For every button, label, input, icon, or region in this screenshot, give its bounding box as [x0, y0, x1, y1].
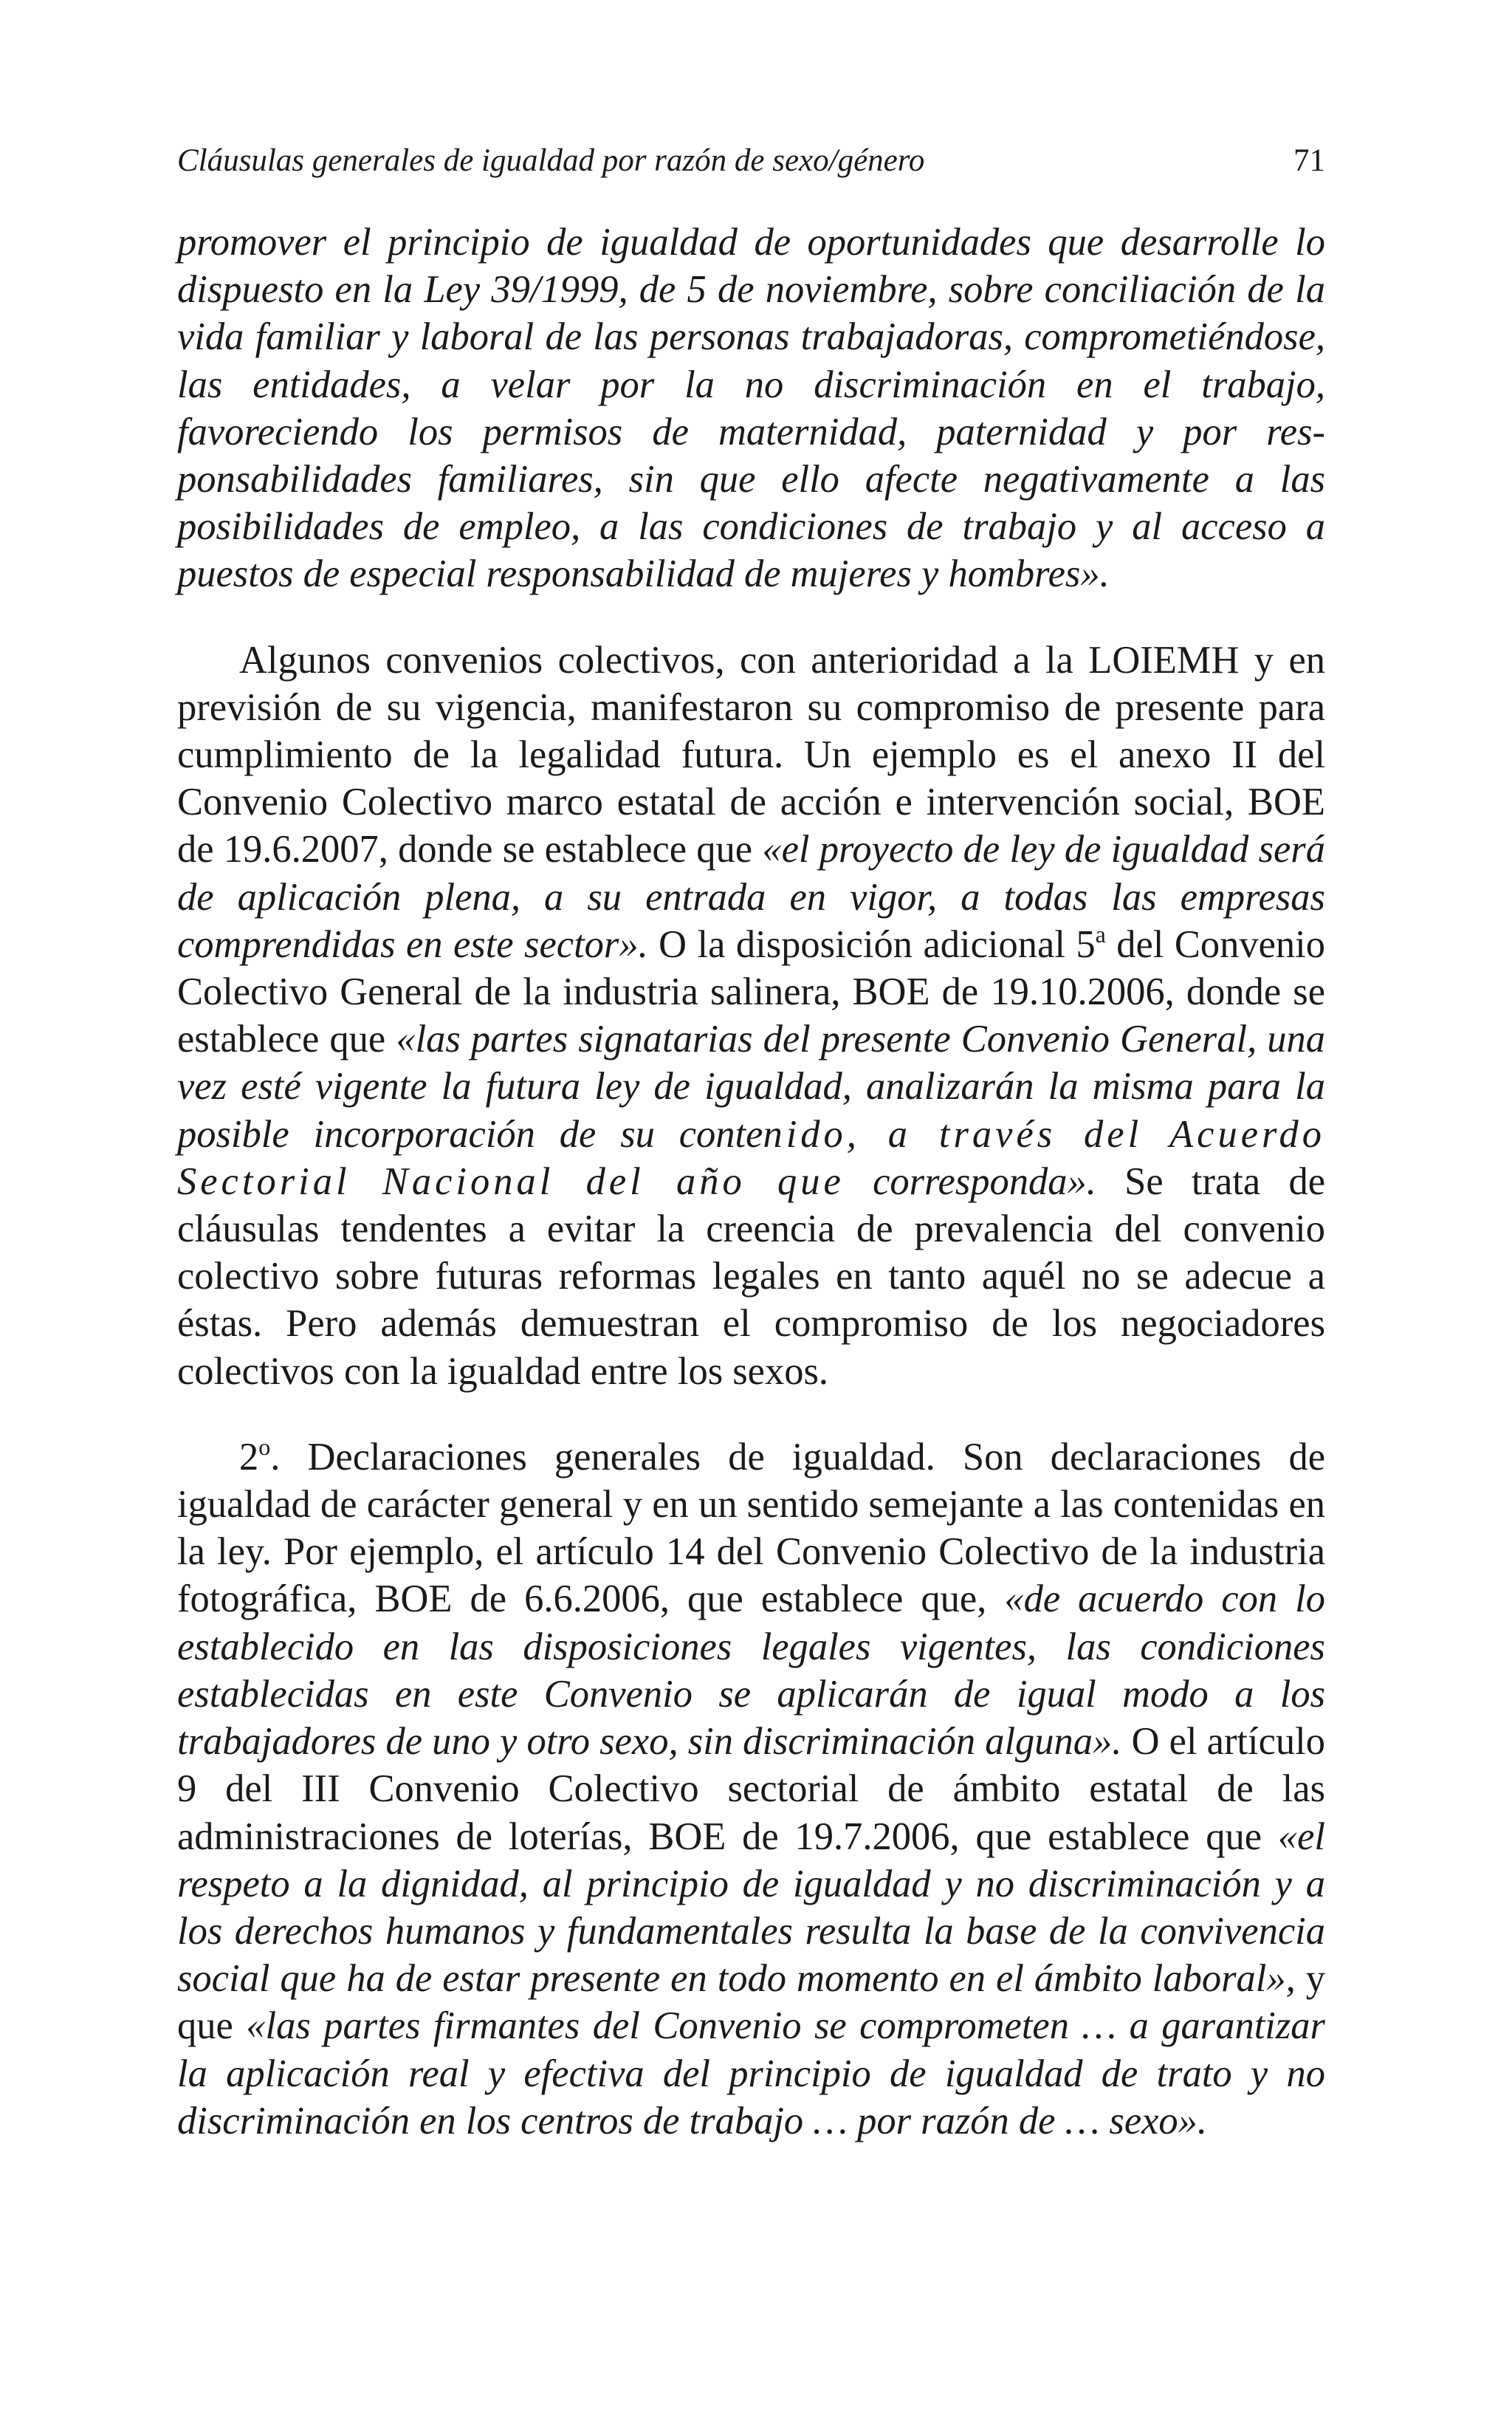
body-span: Se trata de cláusulas tendentes a evitar la creencia de prevalencia del convenio colectivo sobre futuras reformas legales en tanto aquél no se adecue a éstas. Pero además demuestran el compromiso de los negociadores colectivos con la igualdad entre los sexos. [177, 1159, 1325, 1393]
paragraph-general-declarations [177, 1433, 1325, 2145]
body-span: O el artículo 9 del III Convenio Colectivo sectorial de ámbito estatal de las administraciones de loterías, BOE de 19.7.2006, que establece que [177, 1720, 1325, 1858]
running-title: Cláusulas generales de igualdad por razón de sexo/género [177, 143, 925, 178]
paragraph-collective-agreements [177, 637, 1325, 1395]
body-text [177, 219, 1325, 2183]
quote-text: «el respeto a la dignidad, al principio de igualdad y no discriminación y a los derechos humanos y fundamentales resulta la base de la convivencia social que ha de estar presente en todo momento en el ámbito laboral», [177, 1815, 1325, 2001]
body-span: Algunos convenios colectivos, con anterioridad a la LOIEMH y en previsión de su vigencia, manifestaron su compromiso de presente para cumplimiento de la legalidad futura. Un ejemplo es el anexo II del Convenio Colectivo marco estatal de acción e intervención social, BOE de 19.6.2007, donde se establece que [177, 638, 1325, 871]
section-number: 2 [239, 1435, 259, 1479]
quote-text: promover el principio de igualdad de oportunidades que desarrolle lo dispuesto en la Ley 39/1999, de 5 de noviembre, sobre conciliación de la vida familiar y laboral de las personas trabajadoras, comprometiéndose, las entidades, a velar por la no discriminación en el trabajo, favoreciendo los permisos de maternidad, paternidad y por responsabilidades familiares, sin que ello afecte negativamente a las posibilidades de empleo, a las condiciones de trabajo y al acceso a puestos de especial responsabilidad de mujeres y hombres». [177, 221, 1325, 596]
quote-text: «de acuerdo con lo establecido en las disposiciones legales vigentes, las condiciones establecidas en este Convenio se aplicarán de igual modo a los trabajadores de uno y otro sexo, sin discriminación alguna». [177, 1577, 1326, 1764]
body-span: O la disposición adicional 5 [647, 922, 1096, 966]
quote-text-spaced-line: nido, a través del Acuerdo Sectorial Nacional del año que [177, 1112, 1326, 1203]
page-number: 71 [1293, 143, 1325, 178]
ordinal-superscript: o [258, 1433, 271, 1460]
body-span: . Declaraciones generales de igualdad. Son declaraciones de igualdad de carácter general y en un sentido semejante a las contenidas en la ley. Por ejemplo, el artículo 14 del Convenio Colectivo de la industria fotográfica, BOE de 6.6.2006, que establece que, [177, 1435, 1325, 1621]
ordinal-superscript: a [1095, 920, 1106, 948]
paragraph-quote-continuation [177, 219, 1325, 598]
body-span: del Convenio Colectivo General de la industria salinera, BOE de 19.10.2006, donde se establece que [177, 922, 1326, 1061]
quote-text: «el proyecto de ley de igualdad será de aplicación plena, a su entrada en vigor, a todas las empresas comprendidas en este sector». [177, 828, 1325, 966]
book-page [177, 0, 1325, 2412]
body-span: y que [177, 1957, 1325, 2048]
quote-text: corresponda». [844, 1159, 1096, 1203]
quote-text: «las partes firmantes del Convenio se comprometen … a garantizar la aplicación real y efectiva del principio de igualdad de trato y no discriminación en los centros de trabajo … por razón de … sexo». [177, 2004, 1325, 2142]
running-header [177, 139, 1325, 183]
quote-text: «las partes signatarias del presente Convenio General, una vez esté vigente la futura ley de igualdad, analizarán la misma para la posible incorporación de su conte [177, 1018, 1326, 1156]
